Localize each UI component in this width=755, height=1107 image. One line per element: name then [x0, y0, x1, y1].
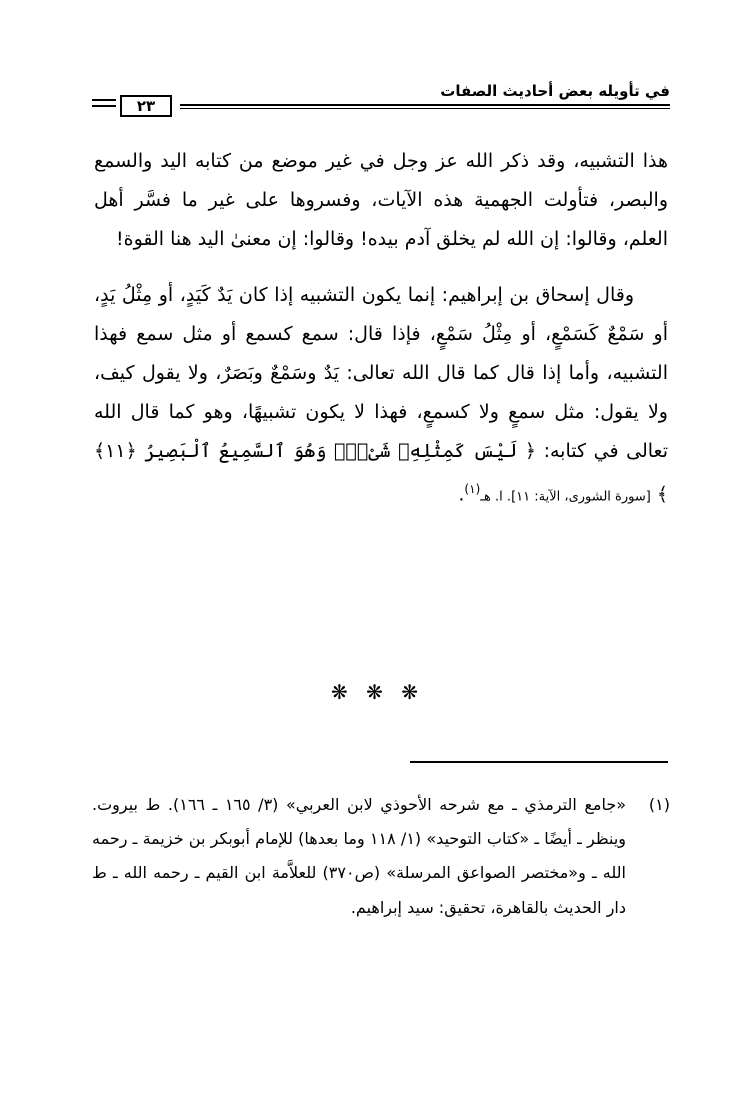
- page-number: ٢٣: [120, 95, 172, 117]
- header-rule-thin: [180, 108, 670, 109]
- paragraph-1: هذا التشبيه، وقد ذكر الله عز وجل في غير موضع من كتابه اليد والسمع والبصر، فتأولت الجهمية هذه الآيات، وفسروها على غير ما فسَّر أهل العلم، وقالوا: إن الله لم يخلق آدم بيده! وقالوا: إن معنىٰ اليد هنا القوة!: [94, 150, 668, 250]
- footnotes: [92, 788, 670, 925]
- page-number-ornament: [92, 99, 116, 111]
- section-separator: ❋ ❋ ❋: [331, 680, 424, 704]
- paragraph-2-text: وقال إسحاق بن إبراهيم: إنما يكون التشبيه إذا كان يَدٌ كَيَدٍ، أو مِثْلُ يَدٍ، أو سَمْعٌ كَسَمْعٍ، أو مِثْلُ سَمْعٍ، فإذا قال: سمع كسمع أو مثل سمع فهذا التشبيه، وأما إذا قال كما قال الله تعالى: يَدٌ وسَمْعٌ وبَصَرٌ، ولا يقول كيف، ولا يقول: مثل سمعٍ ولا كسمعٍ، فهذا لا يكون تشبيهًا، وهو كما قال الله تعالى في كتابه:: [94, 284, 668, 462]
- footnote-rule: [410, 761, 668, 763]
- footnote-item: [92, 788, 670, 925]
- paragraph-2: [94, 276, 668, 517]
- closing-abbrev: . ا. هـ: [480, 489, 512, 505]
- closing-period: .: [458, 483, 465, 506]
- footnote-marker: (١): [464, 482, 481, 497]
- quran-verse: ﴿ لَيْسَ كَمِثْلِهِۦ شَىْءٌۖ وَهُوَ ٱلسَّمِيعُ ٱلْبَصِيرُ ﴿١١﴾ ﴾: [94, 439, 668, 506]
- footnote-text: «جامع الترمذي ـ مع شرحه الأحوذي لابن العربي» (٣/ ١٦٥ ـ ١٦٦). ط بيروت. وينظر ـ أيضًا ـ «كتاب التوحيد» (١/ ١١٨ وما بعدها) للإمام أبوبكر بن خزيمة ـ رحمه الله ـ و«مختصر الصواعق المرسلة» (ص٣٧٠) للعلاَّمة ابن القيم ـ رحمه الله ـ ط دار الحديث بالقاهرة، تحقيق: سيد إبراهيم.: [92, 795, 627, 917]
- verse-reference: [سورة الشورى، الآية: ١١]: [511, 489, 651, 505]
- running-title: في تأويله بعض أحاديث الصفات: [440, 82, 670, 100]
- main-text: [94, 142, 668, 518]
- page-header: [92, 82, 670, 122]
- footnote-number: (١): [648, 795, 670, 814]
- header-rule: [180, 104, 670, 106]
